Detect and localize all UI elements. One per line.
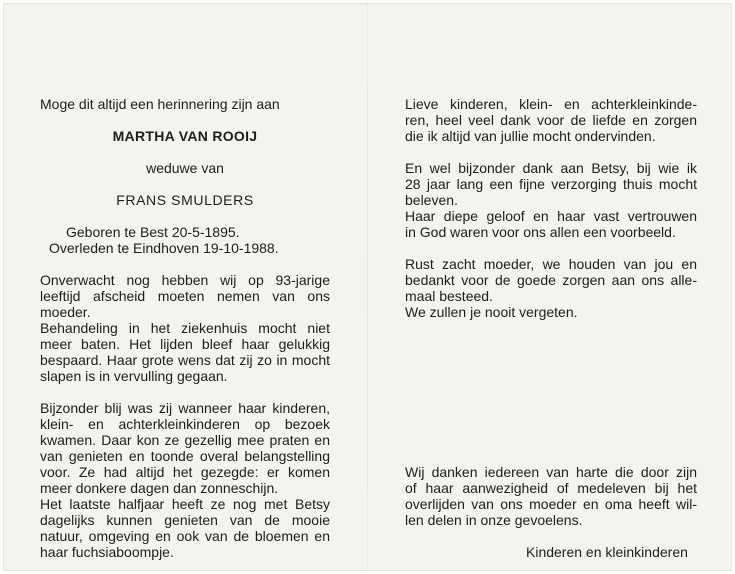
text-line: meer baten. Het lijden bleef haar gelukkig bbox=[40, 336, 330, 352]
text-line: leeftijd afscheid moeten nemen van ons bbox=[40, 288, 330, 304]
text-line: Het laatste halfjaar heeft ze nog met Betsy bbox=[40, 496, 330, 512]
text-line: van genieten en toonde overal belangstelling bbox=[40, 448, 330, 464]
intro-text: Moge dit altijd een herinnering zijn aan bbox=[40, 96, 280, 112]
deceased-name: MARTHA VAN ROOIJ bbox=[112, 128, 258, 144]
text-line: Onverwacht nog hebben wij op 93-jarige bbox=[40, 272, 330, 288]
text-line: moeder. bbox=[40, 304, 91, 320]
text-line: Behandeling in het ziekenhuis mocht niet bbox=[40, 320, 330, 336]
text-line: En wel bijzonder dank aan Betsy, bij wie ik bbox=[405, 160, 697, 176]
spouse-name: FRANS SMULDERS bbox=[116, 192, 254, 208]
text-line: Rust zacht moeder, we houden van jou en bbox=[405, 256, 697, 272]
text-line: slapen is in vervulling gegaan. bbox=[40, 368, 228, 384]
text-line: voor. Ze had altijd het gezegde: er komen bbox=[40, 464, 330, 480]
card-fold bbox=[367, 3, 368, 571]
text-line: overlijden van ons moeder en oma heeft wil- bbox=[405, 496, 697, 512]
text-line: dagelijks kunnen genieten van de mooie bbox=[40, 512, 330, 528]
text-line: bedankt voor de goede zorgen aan ons alle- bbox=[405, 272, 697, 288]
text-line: Haar diepe geloof en haar vast vertrouwen bbox=[405, 208, 697, 224]
death-date: Overleden te Eindhoven 19-10-1988. bbox=[49, 240, 279, 256]
text-line: bespaard. Haar grote wens dat zij zo in mocht bbox=[40, 352, 330, 368]
text-line: haar fuchsiaboompje. bbox=[40, 544, 174, 560]
signature: Kinderen en kleinkinderen bbox=[526, 544, 688, 560]
text-line: We zullen je nooit vergeten. bbox=[405, 304, 578, 320]
text-line: die ik altijd van jullie mocht ondervinden. bbox=[405, 128, 656, 144]
text-line: maal besteed. bbox=[405, 288, 493, 304]
text-line: Bijzonder blij was zij wanneer haar kinderen, bbox=[40, 400, 330, 416]
text-line: beleven. bbox=[405, 192, 458, 208]
birth-date: Geboren te Best 20-5-1895. bbox=[66, 224, 240, 240]
text-line: natuur, omgeving en ook van de bloemen en bbox=[40, 528, 330, 544]
text-line: klein- en achterkleinkinderen op bezoek bbox=[40, 416, 330, 432]
text-line: Wij danken iedereen van harte die door zijn bbox=[405, 464, 697, 480]
text-line: Lieve kinderen, klein- en achterkleinkinde- bbox=[405, 96, 697, 112]
text-line: meer donkere dagen dan zonneschijn. bbox=[40, 480, 279, 496]
text-line: of haar aanwezigheid of medeleven bij het bbox=[405, 480, 697, 496]
text-line: kwamen. Daar kon ze gezellig mee praten en bbox=[40, 432, 330, 448]
widow-of-text: weduwe van bbox=[146, 160, 224, 176]
text-line: 28 jaar lang een fijne verzorging thuis mocht bbox=[405, 176, 697, 192]
memorial-card bbox=[3, 3, 732, 571]
text-line: in God waren voor ons allen een voorbeeld. bbox=[405, 224, 676, 240]
text-line: ren, heel veel dank voor de liefde en zorgen bbox=[405, 112, 697, 128]
text-line: len delen in onze gevoelens. bbox=[405, 512, 583, 528]
